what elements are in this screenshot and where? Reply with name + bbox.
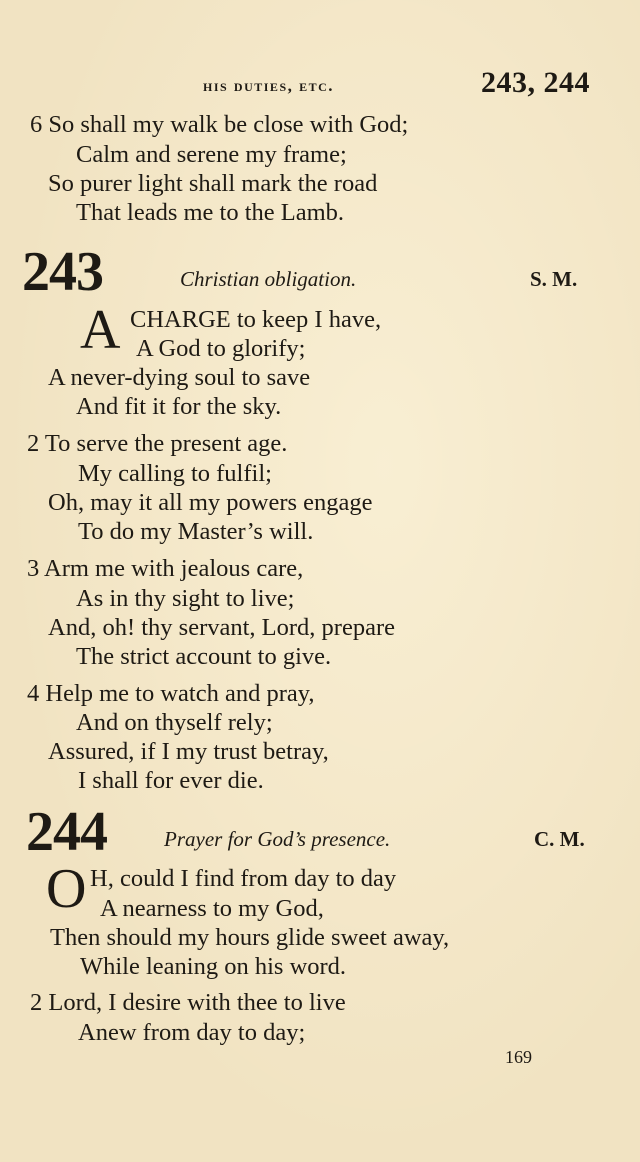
verse-line: Assured, if I my trust betray,	[48, 738, 329, 765]
hymn-number: 244	[26, 801, 107, 863]
verse-line: As in thy sight to live;	[76, 585, 295, 612]
verse-line: The strict account to give.	[76, 643, 332, 670]
verse-line: 2 Lord, I desire with thee to live	[30, 989, 346, 1016]
drop-cap: O	[46, 858, 87, 920]
drop-cap: A	[80, 299, 121, 361]
verse-line: 6 So shall my walk be close with God;	[30, 111, 409, 138]
running-head-title: his duties, etc.	[203, 76, 335, 95]
hymn-meter: C. M.	[534, 827, 585, 851]
verse-line: 4 Help me to watch and pray,	[27, 680, 315, 707]
verse-line: A God to glorify;	[136, 335, 306, 362]
verse-line: Anew from day to day;	[78, 1019, 306, 1046]
verse-line: CHARGE to keep I have,	[130, 306, 382, 333]
verse-line: And, oh! thy servant, Lord, prepare	[48, 614, 395, 641]
verse-line: A nearness to my God,	[100, 895, 324, 922]
verse-line: H, could I find from day to day	[90, 865, 397, 892]
running-head	[0, 66, 640, 104]
page-number: 169	[505, 1047, 532, 1067]
verse-line: A never-dying soul to save	[48, 364, 311, 391]
verse-line: Oh, may it all my powers engage	[48, 489, 373, 516]
hymn-number: 243	[22, 241, 103, 303]
running-head-hymn-numbers: 243, 244	[481, 66, 590, 99]
verse-line: Then should my hours glide sweet away,	[50, 924, 450, 951]
verse-line: My calling to fulfil;	[78, 460, 272, 487]
verse-line: 3 Arm me with jealous care,	[27, 555, 304, 582]
verse-line: And on thyself rely;	[76, 709, 273, 736]
hymn-title: Christian obligation.	[180, 267, 357, 291]
verse-line: And fit it for the sky.	[76, 393, 282, 420]
verse-line: 2 To serve the present age.	[27, 430, 288, 457]
hymn-meter: S. M.	[530, 267, 578, 291]
verse-line: Calm and serene my frame;	[76, 141, 347, 168]
verse-line: That leads me to the Lamb.	[76, 199, 345, 226]
verse-line: While leaning on his word.	[80, 953, 347, 980]
verse-line: I shall for ever die.	[78, 767, 264, 794]
verse-line: To do my Master’s will.	[78, 518, 314, 545]
hymn-title: Prayer for God’s presence.	[164, 827, 391, 851]
verse-line: So purer light shall mark the road	[48, 170, 378, 197]
